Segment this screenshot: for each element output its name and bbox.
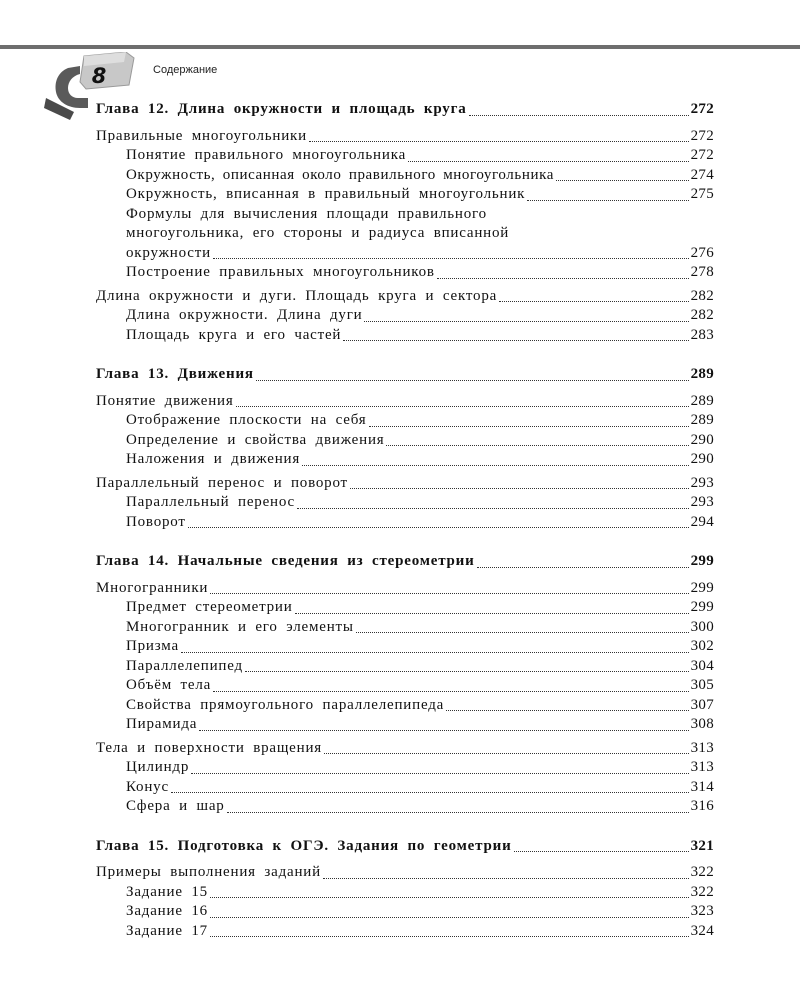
toc-entry-title: окружности (126, 244, 211, 261)
dot-leader (556, 180, 689, 181)
toc-page-number: 313 (690, 739, 714, 756)
toc-entry-title: Площадь круга и его частей (126, 326, 342, 343)
toc-subsection[interactable] (96, 244, 714, 264)
toc-entry-line[interactable]: Формулы для вычисления площади правильного (126, 205, 487, 222)
dot-leader (514, 851, 689, 852)
toc-page-number: 322 (690, 864, 714, 880)
toc-entry-title: Поворот (126, 513, 186, 530)
dot-leader (302, 465, 689, 466)
toc-section[interactable] (96, 474, 714, 494)
toc-entry-title: Задание 15 (126, 883, 208, 900)
toc-page-number: 314 (690, 778, 714, 795)
dot-leader (350, 488, 689, 489)
dot-leader (236, 406, 689, 407)
toc-page-number: 289 (690, 392, 714, 409)
toc-entry-title: Отображение плоскости на себя (126, 412, 367, 428)
toc-section[interactable] (96, 579, 714, 599)
toc-subsection[interactable] (96, 146, 714, 166)
dot-leader (295, 613, 689, 614)
toc-chapter[interactable] (96, 552, 714, 572)
toc-page-number: 274 (690, 166, 714, 183)
toc-entry-title: Объём тела (126, 677, 212, 693)
dot-leader (477, 567, 689, 568)
toc-entry-title: Конус (126, 778, 169, 795)
toc-page-number: 293 (690, 494, 714, 510)
toc-entry-title: Построение правильных многоугольников (126, 264, 435, 280)
toc-entry-title: Длина окружности и дуги. Площадь круга и сектора (96, 287, 498, 304)
dot-leader (171, 792, 689, 793)
toc-subsection[interactable] (96, 883, 714, 903)
dot-leader (437, 278, 689, 279)
toc-page-number: 283 (690, 326, 714, 343)
toc-subsection[interactable] (96, 696, 714, 716)
toc-page-number: 294 (690, 513, 714, 530)
toc-page-number: 305 (690, 677, 714, 693)
toc-page-number: 272 (690, 101, 714, 117)
page-number: 8 (91, 64, 107, 88)
toc-section[interactable] (96, 739, 714, 759)
dot-leader (499, 301, 688, 302)
toc-page-number: 290 (690, 431, 714, 448)
toc-entry-title: Окружность, вписанная в правильный многоугольник (126, 186, 526, 202)
toc-section[interactable] (96, 863, 714, 883)
dot-leader (213, 691, 688, 692)
toc-entry-title: Правильные многоугольники (96, 127, 307, 144)
toc-page-number: 272 (690, 147, 714, 163)
toc-page-number: 322 (690, 883, 714, 900)
toc-page-number: 308 (690, 716, 714, 732)
toc-page-number: 290 (690, 451, 714, 467)
toc-subsection[interactable] (96, 657, 714, 677)
toc-subsection[interactable] (96, 513, 714, 533)
toc-entry-title: Многогранник и его элементы (126, 618, 354, 635)
toc-entry-title: Глава 14. Начальные сведения из стереометрии (96, 553, 475, 569)
toc-entry-title: Окружность, описанная около правильного многоугольника (126, 166, 555, 183)
toc-subsection[interactable] (96, 922, 714, 942)
toc-chapter[interactable] (96, 837, 714, 857)
toc-entry-title: Пирамида (126, 716, 198, 732)
toc-entry-title: Задание 16 (126, 903, 208, 919)
dot-leader (213, 258, 689, 259)
toc-entry-title: Многогранники (96, 579, 209, 596)
toc-subsection[interactable] (96, 306, 714, 326)
dot-leader (364, 321, 688, 322)
toc-page-number: 282 (690, 287, 714, 304)
toc-subsection[interactable] (96, 902, 714, 922)
toc-page-number: 304 (690, 657, 714, 674)
toc-page-number: 300 (690, 618, 714, 635)
toc-entry-title: Параллельный перенос и поворот (96, 474, 348, 491)
toc-section[interactable] (96, 287, 714, 307)
dot-leader (256, 380, 689, 381)
toc-page-number: 299 (690, 579, 714, 596)
dot-leader (297, 508, 689, 509)
toc-page-number: 289 (690, 412, 714, 428)
toc-entry-title: Глава 12. Длина окружности и площадь круга (96, 101, 467, 117)
dot-leader (210, 936, 689, 937)
dot-leader (191, 773, 688, 774)
dot-leader (210, 897, 689, 898)
toc-subsection[interactable] (96, 185, 714, 205)
toc-entry-title: Свойства прямоугольного параллелепипеда (126, 696, 445, 713)
toc-subsection[interactable] (96, 450, 714, 470)
dot-leader (199, 730, 688, 731)
toc-subsection[interactable] (96, 618, 714, 638)
toc-chapter[interactable] (96, 100, 714, 120)
table-of-contents (96, 100, 714, 941)
running-title: Содержание (153, 64, 218, 76)
dot-leader (210, 593, 688, 594)
toc-subsection[interactable] (96, 431, 714, 451)
dot-leader (245, 671, 689, 672)
dot-leader (188, 527, 689, 528)
toc-entry-title: Предмет стереометрии (126, 599, 293, 615)
header-rule (0, 45, 800, 49)
toc-page-number: 282 (690, 307, 714, 323)
dot-leader (408, 161, 689, 162)
toc-entry-title: Задание 17 (126, 922, 208, 939)
toc-entry-title: Призма (126, 638, 179, 654)
dot-leader (369, 426, 689, 427)
dot-leader (469, 115, 689, 116)
toc-section[interactable] (96, 127, 714, 147)
toc-entry-title: Параллелепипед (126, 657, 243, 674)
toc-subsection[interactable] (96, 263, 714, 283)
dot-leader (309, 141, 689, 142)
toc-entry-title: Примеры выполнения заданий (96, 864, 321, 880)
toc-section[interactable] (96, 392, 714, 412)
toc-page-number: 307 (690, 696, 714, 713)
toc-page-number: 323 (690, 903, 714, 919)
toc-entry-title: Наложения и движения (126, 451, 301, 467)
toc-entry-title: Цилиндр (126, 759, 190, 775)
toc-subsection[interactable] (96, 797, 714, 817)
toc-subsection[interactable] (96, 637, 714, 657)
toc-entry-title: Понятие движения (96, 392, 234, 409)
toc-page-number: 299 (690, 553, 714, 569)
toc-subsection[interactable] (96, 166, 714, 186)
toc-subsection[interactable] (96, 778, 714, 798)
dot-leader (181, 652, 689, 653)
toc-entry-title: Тела и поверхности вращения (96, 739, 322, 756)
dot-leader (227, 812, 689, 813)
toc-entry-title: Понятие правильного многоугольника (126, 147, 407, 163)
toc-entry-title: Длина окружности. Длина дуги (126, 307, 363, 323)
toc-page-number: 278 (690, 264, 714, 280)
toc-page-number: 302 (690, 638, 714, 654)
dot-leader (356, 632, 689, 633)
toc-subsection[interactable] (96, 676, 714, 696)
toc-page-number: 321 (690, 837, 714, 854)
toc-chapter[interactable] (96, 365, 714, 385)
toc-entry-title: Глава 13. Движения (96, 366, 254, 382)
toc-entry-line[interactable]: многоугольника, его стороны и радиуса вписанной (126, 225, 510, 241)
dot-leader (323, 878, 689, 879)
toc-page-number: 316 (690, 798, 714, 814)
dot-leader (210, 917, 689, 918)
toc-entry-title: Сфера и шар (126, 798, 225, 814)
toc-entry-title: Определение и свойства движения (126, 431, 385, 448)
dot-leader (343, 340, 688, 341)
toc-page-number: 289 (690, 366, 714, 382)
toc-page-number: 272 (690, 127, 714, 144)
toc-subsection[interactable] (96, 758, 714, 778)
toc-page-number: 313 (690, 759, 714, 775)
toc-subsection[interactable] (96, 411, 714, 431)
dot-leader (324, 753, 689, 754)
toc-subsection[interactable] (96, 326, 714, 346)
toc-page-number: 275 (690, 186, 714, 202)
toc-entry-title: Параллельный перенос (126, 494, 296, 510)
toc-subsection[interactable] (96, 715, 714, 735)
dot-leader (527, 200, 688, 201)
toc-entry-title: Глава 15. Подготовка к ОГЭ. Задания по геометрии (96, 837, 512, 854)
dot-leader (386, 445, 688, 446)
dot-leader (446, 710, 688, 711)
toc-page-number: 276 (690, 244, 714, 261)
toc-subsection[interactable] (96, 598, 714, 618)
toc-page-number: 324 (690, 922, 714, 939)
toc-subsection[interactable] (96, 493, 714, 513)
toc-page-number: 293 (690, 474, 714, 491)
toc-page-number: 299 (690, 599, 714, 615)
